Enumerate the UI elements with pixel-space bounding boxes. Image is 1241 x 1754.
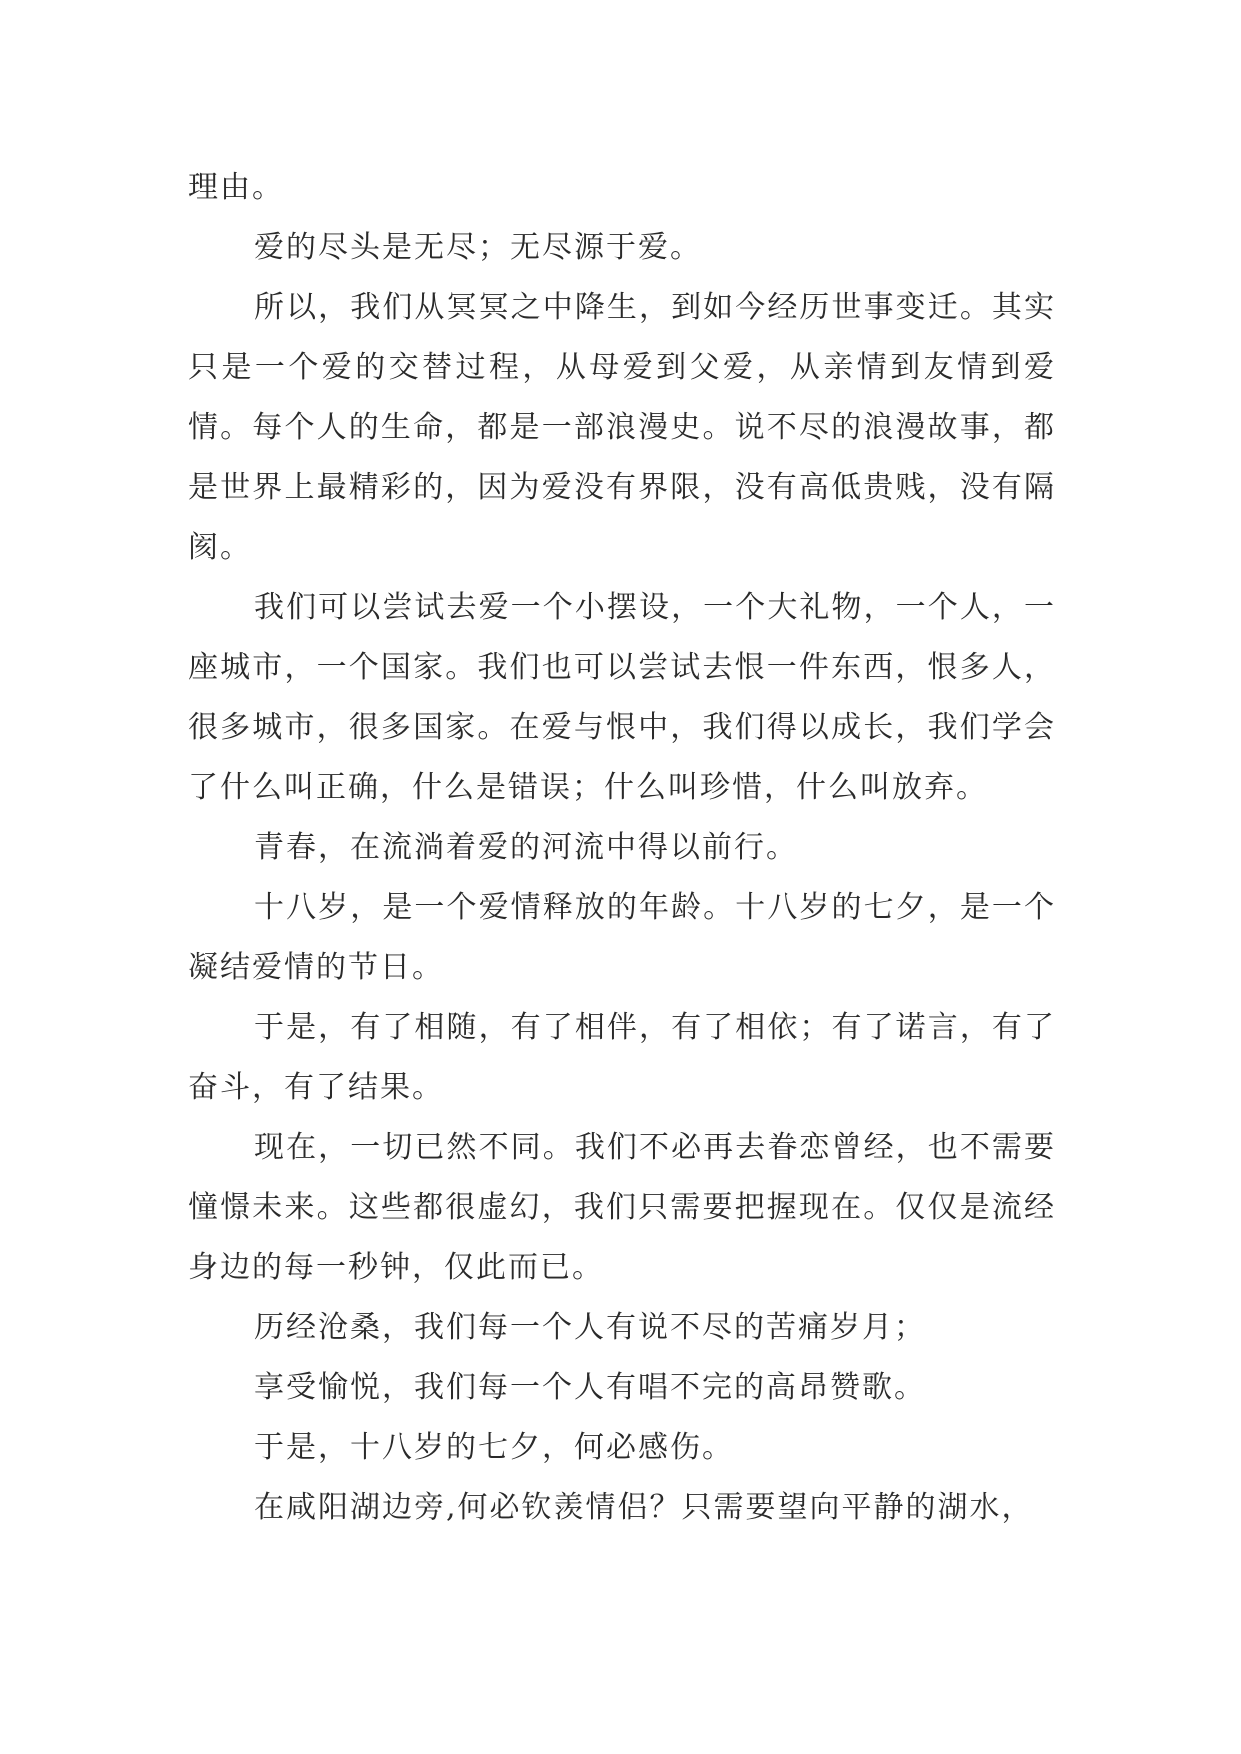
paragraph: 十八岁，是一个爱情释放的年龄。十八岁的七夕，是一个凝结爱情的节日。: [188, 890, 1056, 985]
paragraph: 历经沧桑，我们每一个人有说不尽的苦痛岁月；: [254, 1310, 926, 1345]
paragraph: 爱的尽头是无尽；无尽源于爱。: [254, 230, 702, 265]
paragraph: 所以，我们从冥冥之中降生，到如今经历世事变迁。其实只是一个爱的交替过程，从母爱到父爱，从亲情到友情到爱情。每个人的生命，都是一部浪漫史。说不尽的浪漫故事，都是世界上最精彩的，因为爱没有界限，没有高低贵贱，没有隔阂。: [188, 290, 1056, 565]
paragraph: 于是，十八岁的七夕，何必感伤。: [254, 1430, 734, 1465]
paragraph: 在咸阳湖边旁,何必钦羡情侣？只需要望向平静的湖水，: [254, 1490, 1034, 1525]
paragraph-continuation: 理由。: [188, 170, 284, 205]
document-page: [188, 158, 1056, 1538]
paragraph: 我们可以尝试去爱一个小摆设，一个大礼物，一个人，一座城市，一个国家。我们也可以尝试去恨一件东西，恨多人，很多城市，很多国家。在爱与恨中，我们得以成长，我们学会了什么叫正确，什么是错误；什么叫珍惜，什么叫放弃。: [188, 590, 1056, 805]
paragraph: 青春，在流淌着爱的河流中得以前行。: [254, 830, 798, 865]
paragraph: 现在，一切已然不同。我们不必再去眷恋曾经，也不需要憧憬未来。这些都很虚幻，我们只需要把握现在。仅仅是流经身边的每一秒钟，仅此而已。: [188, 1130, 1056, 1285]
paragraph: 于是，有了相随，有了相伴，有了相依；有了诺言，有了奋斗，有了结果。: [188, 1010, 1056, 1105]
paragraph: 享受愉悦，我们每一个人有唱不完的高昂赞歌。: [254, 1370, 926, 1405]
